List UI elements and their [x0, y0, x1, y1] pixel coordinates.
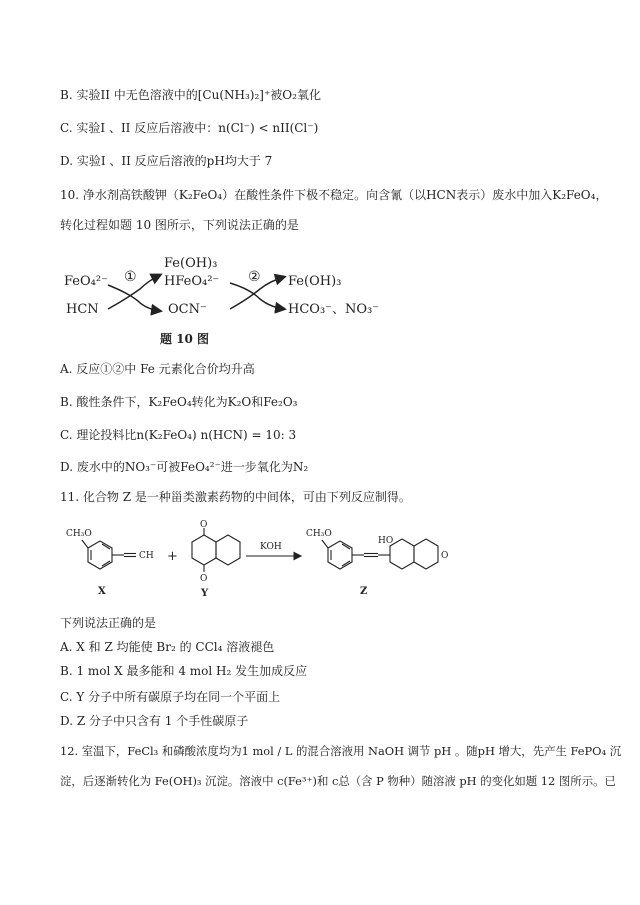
figure-10 [60, 245, 380, 350]
option-9c: C. 实验I 、II 反应后溶液中：n(Cl⁻) < nII(Cl⁻) [60, 121, 319, 135]
x-ch3o: CH₃O [66, 529, 92, 539]
question-10-stem-cont: 转化过程如题 10 图所示，下列说法正确的是 [60, 218, 299, 232]
reagent-koh: KOH [260, 542, 282, 552]
fig10-arrow-1 [108, 285, 160, 311]
x-ch: CH [139, 551, 154, 561]
option-10c: C. 理论投料比n(K₂FeO₄) n(HCN) = 10: 3 [60, 428, 297, 442]
option-10a: A. 反应①②中 Fe 元素化合价均升高 [60, 362, 255, 376]
fig10-circle-1: ① [124, 269, 137, 285]
option-11d: D. Z 分子中只含有 1 个手性碳原子 [60, 714, 249, 728]
figure-11-reaction [60, 518, 460, 604]
y-o-top: O [200, 520, 208, 530]
label-z: Z [360, 586, 368, 597]
fig10-feoh3-right: Fe(OH)₃ [288, 274, 342, 289]
question-12-stem: 12. 室温下，FeCl₃ 和磷酸浓度均为1 mol / L 的混合溶液用 NaOH 调节 pH 。随pH 增大，先产生 FePO₄ 沉 [60, 744, 622, 758]
fig10-feo4: FeO₄²⁻ [64, 274, 108, 289]
label-x: X [98, 586, 106, 597]
question-11-stem: 11. 化合物 Z 是一种甾类激素药物的中间体，可由下列反应制得。 [60, 490, 411, 504]
compound-x [82, 540, 136, 569]
label-y: Y [201, 588, 209, 599]
option-11b: B. 1 mol X 最多能和 4 mol H₂ 发生加成反应 [60, 664, 308, 678]
option-10b: B. 酸性条件下，K₂FeO₄转化为K₂O和Fe₂O₃ [60, 395, 298, 409]
z-ho: HO [378, 536, 394, 546]
fig10-caption: 题 10 图 [160, 332, 210, 346]
y-o-bottom: O [200, 574, 208, 584]
option-9b: B. 实验II 中无色溶液中的[Cu(NH₃)₂]⁺被O₂氧化 [60, 88, 321, 102]
compound-y [192, 528, 240, 572]
fig10-ocn: OCN⁻ [168, 302, 207, 317]
option-11a: A. X 和 Z 均能使 Br₂ 的 CCl₄ 溶液褪色 [60, 640, 275, 654]
question-10-stem: 10. 净水剂高铁酸钾（K₂FeO₄）在酸性条件下极不稳定。向含氰（以HCN表示）废水中加入K₂FeO₄， [60, 188, 608, 202]
fig10-hcn: HCN [66, 302, 99, 317]
fig10-products: HCO₃⁻、NO₃⁻ [288, 302, 380, 317]
question-11-prompt: 下列说法正确的是 [60, 616, 157, 630]
question-12-stem-cont: 淀，后逐渐转化为 Fe(OH)₃ 沉淀。溶液中 c(Fe³⁺)和 c总（含 P 物种）随溶液 pH 的变化如题 12 图所示。已 [60, 774, 616, 788]
fig10-feoh3-top: Fe(OH)₃ [164, 256, 218, 271]
option-9d: D. 实验I 、II 反应后溶液的pH均大于 7 [60, 154, 273, 168]
z-ch3o: CH₃O [306, 529, 332, 539]
fig10-hfeo4: HFeO₄²⁻ [164, 274, 220, 289]
option-10d: D. 废水中的NO₃⁻可被FeO₄²⁻进一步氧化为N₂ [60, 460, 309, 474]
option-11c: C. Y 分子中所有碳原子均在同一个平面上 [60, 690, 281, 704]
z-o: O [441, 551, 449, 561]
fig10-circle-2: ② [248, 269, 261, 285]
plus-sign: + [167, 549, 178, 564]
